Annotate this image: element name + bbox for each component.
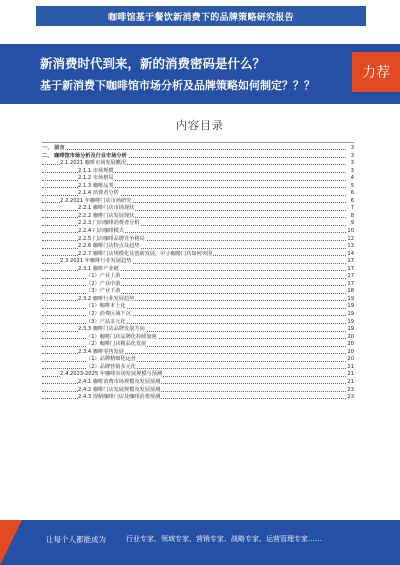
toc-entry-page: 19 [347,326,354,333]
toc-entry-page: 10 [347,228,354,235]
toc-entry-page: 17 [347,280,354,287]
badge-label: 力荐 [362,65,390,81]
toc-entry[interactable] [42,236,354,244]
toc-entry-label: 2.1 2021 咖啡市场发展概况 [60,160,127,167]
footer-corner-accent [0,520,22,565]
toc-entry-label: 2.3.1 咖啡产业链 [78,265,119,272]
toc-entry-page: 9 [350,220,354,227]
toc-entry[interactable] [42,190,354,198]
toc-entry[interactable] [42,319,354,327]
toc-entry-label: （1）咖啡门店品牌化持续加速 [86,333,157,340]
toc-entry-page: 3 [350,145,354,151]
toc-entry-label: 2.2.1 咖啡门店市场现状 [78,205,135,212]
toc-entry-page: 23 [347,394,354,401]
toc-entry-page: 6 [350,190,354,197]
toc-entry-label: 2.2.4 门店咖啡模式 [78,228,124,235]
toc-entry[interactable] [42,243,354,251]
toc-entry-page: 14 [347,250,354,257]
toc-entry-label: 2.1.4 消费者分析 [78,190,119,197]
toc-entry-label: 2.1.3 咖啡品类 [78,182,114,189]
toc-entry-page: 7 [350,205,354,212]
toc-entry-label: 2.2 2021 年咖啡门店市场研究 [60,197,132,204]
toc-entry[interactable] [42,258,354,266]
toc-entry[interactable] [42,228,354,236]
toc-entry-label: 2.2.6 咖啡门店特点及趋势 [78,243,140,250]
toc-entry-label: 2.4.3 现制咖啡门店及咖啡消费预测 [78,394,161,401]
table-of-contents [42,145,354,402]
toc-entry-page: 3 [350,152,354,159]
report-title-bar [36,6,366,26]
toc-entry-page: 6 [350,197,354,204]
toc-entry-page: 19 [347,295,354,302]
toc-entry-label: 2.3.3 咖啡门店品牌发展方向 [78,326,145,333]
toc-entry-label: 2.4.2 咖啡门店发展规模及发展预测 [78,386,161,393]
toc-entry-page: 23 [347,386,354,393]
toc-entry-label: 2.2.7 咖啡门店规模化及创新发展，中小咖啡门店如何突围 [78,250,213,257]
toc-entry-label: 2.2.5 门店咖啡品牌竞争格局 [78,235,145,242]
toc-leader-dots [42,149,346,150]
toc-entry-page: 21 [347,371,354,378]
toc-entry[interactable] [42,341,354,349]
toc-entry-label: （1）品牌精细化运营 [86,356,136,363]
toc-entry-label: （2）品牌营销多元化 [86,363,136,370]
toc-entry-label: 2.2.3 门店咖啡消费者分析 [78,220,140,227]
toc-entry[interactable] [42,371,354,379]
toc-entry-page: 20 [347,333,354,340]
toc-entry-label: 2.4.1 咖啡消费市场规模及发展预测 [78,378,161,385]
toc-entry[interactable] [42,311,354,319]
toc-entry-label: 2.3.4 咖啡零售发展 [78,348,124,355]
toc-entry-label: 2.1.2 市场格局 [78,175,114,182]
toc-entry-page: 18 [347,288,354,295]
toc-entry-label: 2.1.1 市场规模 [78,167,114,174]
toc-entry-page: 21 [347,378,354,385]
toc-entry-label: 一、 前言 [42,145,65,151]
toc-entry[interactable] [42,288,354,296]
footer-slogan: 让每个人都能成为 [46,535,106,544]
toc-entry-label: （3）产品多元化 [86,318,126,325]
toc-entry[interactable] [42,220,354,228]
toc-entry[interactable] [42,387,354,395]
report-title: 咖啡馆基于餐饮新消费下的品牌策略研究报告 [107,12,294,23]
toc-entry-label: 二、 咖啡馆市场分析及行业市场分析 [42,152,127,159]
toc-entry-page: 3 [350,167,354,174]
toc-entry[interactable] [42,273,354,281]
toc-entry[interactable] [42,160,354,168]
toc-entry-page: 20 [347,348,354,355]
toc-entry-label: 2.2.2 咖啡门店发展现状 [78,212,135,219]
toc-entry[interactable] [42,379,354,387]
toc-entry-label: （2）消费区域下沉 [86,311,131,318]
toc-entry[interactable] [42,356,354,364]
footer-banner [0,520,400,565]
toc-entry-label: （1）产业上游 [86,273,121,280]
recommend-badge [352,52,400,92]
toc-entry-page: 19 [347,311,354,318]
toc-entry-label: 2.4 2023-2025 年咖啡市场发展规模与预测 [60,371,163,378]
toc-entry-label: （2）产业中游 [86,280,121,287]
top-header [0,0,400,30]
toc-entry-page: 21 [347,363,354,370]
toc-entry[interactable] [42,175,354,183]
toc-entry-page: 13 [347,243,354,250]
toc-entry[interactable] [42,153,354,161]
toc-entry-label: 2.3 2021 年咖啡行业发展趋势 [60,258,132,265]
toc-entry-page: 19 [347,303,354,310]
toc-entry-page: 3 [350,160,354,167]
toc-entry-page: 17 [347,273,354,280]
toc-entry-page: 8 [350,212,354,219]
toc-entry-label: （3）产业下游 [86,288,121,295]
toc-entry-page: 20 [347,356,354,363]
toc-entry-label: （2）咖啡门店精品化发展 [86,341,147,348]
toc-entry-label: （1）咖啡本土化 [86,303,126,310]
toc-entry-page: 19 [347,318,354,325]
toc-entry[interactable] [42,326,354,334]
toc-entry-page: 17 [347,258,354,265]
toc-entry-label: 2.3.2 咖啡行业发展趋势 [78,295,135,302]
toc-entry-page: 5 [350,182,354,189]
subheadline: 基于新消费下咖啡馆市场分析及品牌策略如何制定？？？ [40,79,315,92]
toc-entry[interactable] [42,205,354,213]
headline: 新消费时代到来，新的消费密码是什么？ [40,56,266,71]
toc-entry-page: 4 [350,175,354,182]
footer-expert-list: 行业专家、领域专家、营销专家、战略专家、运营管理专家…… [126,535,322,543]
toc-entry-page: 12 [347,235,354,242]
toc-divider-top [42,142,354,143]
toc-entry[interactable] [42,303,354,311]
toc-entry[interactable] [42,394,354,402]
toc-entry-page: 20 [347,341,354,348]
toc-entry-page: 17 [347,265,354,272]
toc-entry[interactable] [42,145,354,153]
toc-title: 内容目录 [176,119,224,132]
headline-banner [0,44,400,104]
